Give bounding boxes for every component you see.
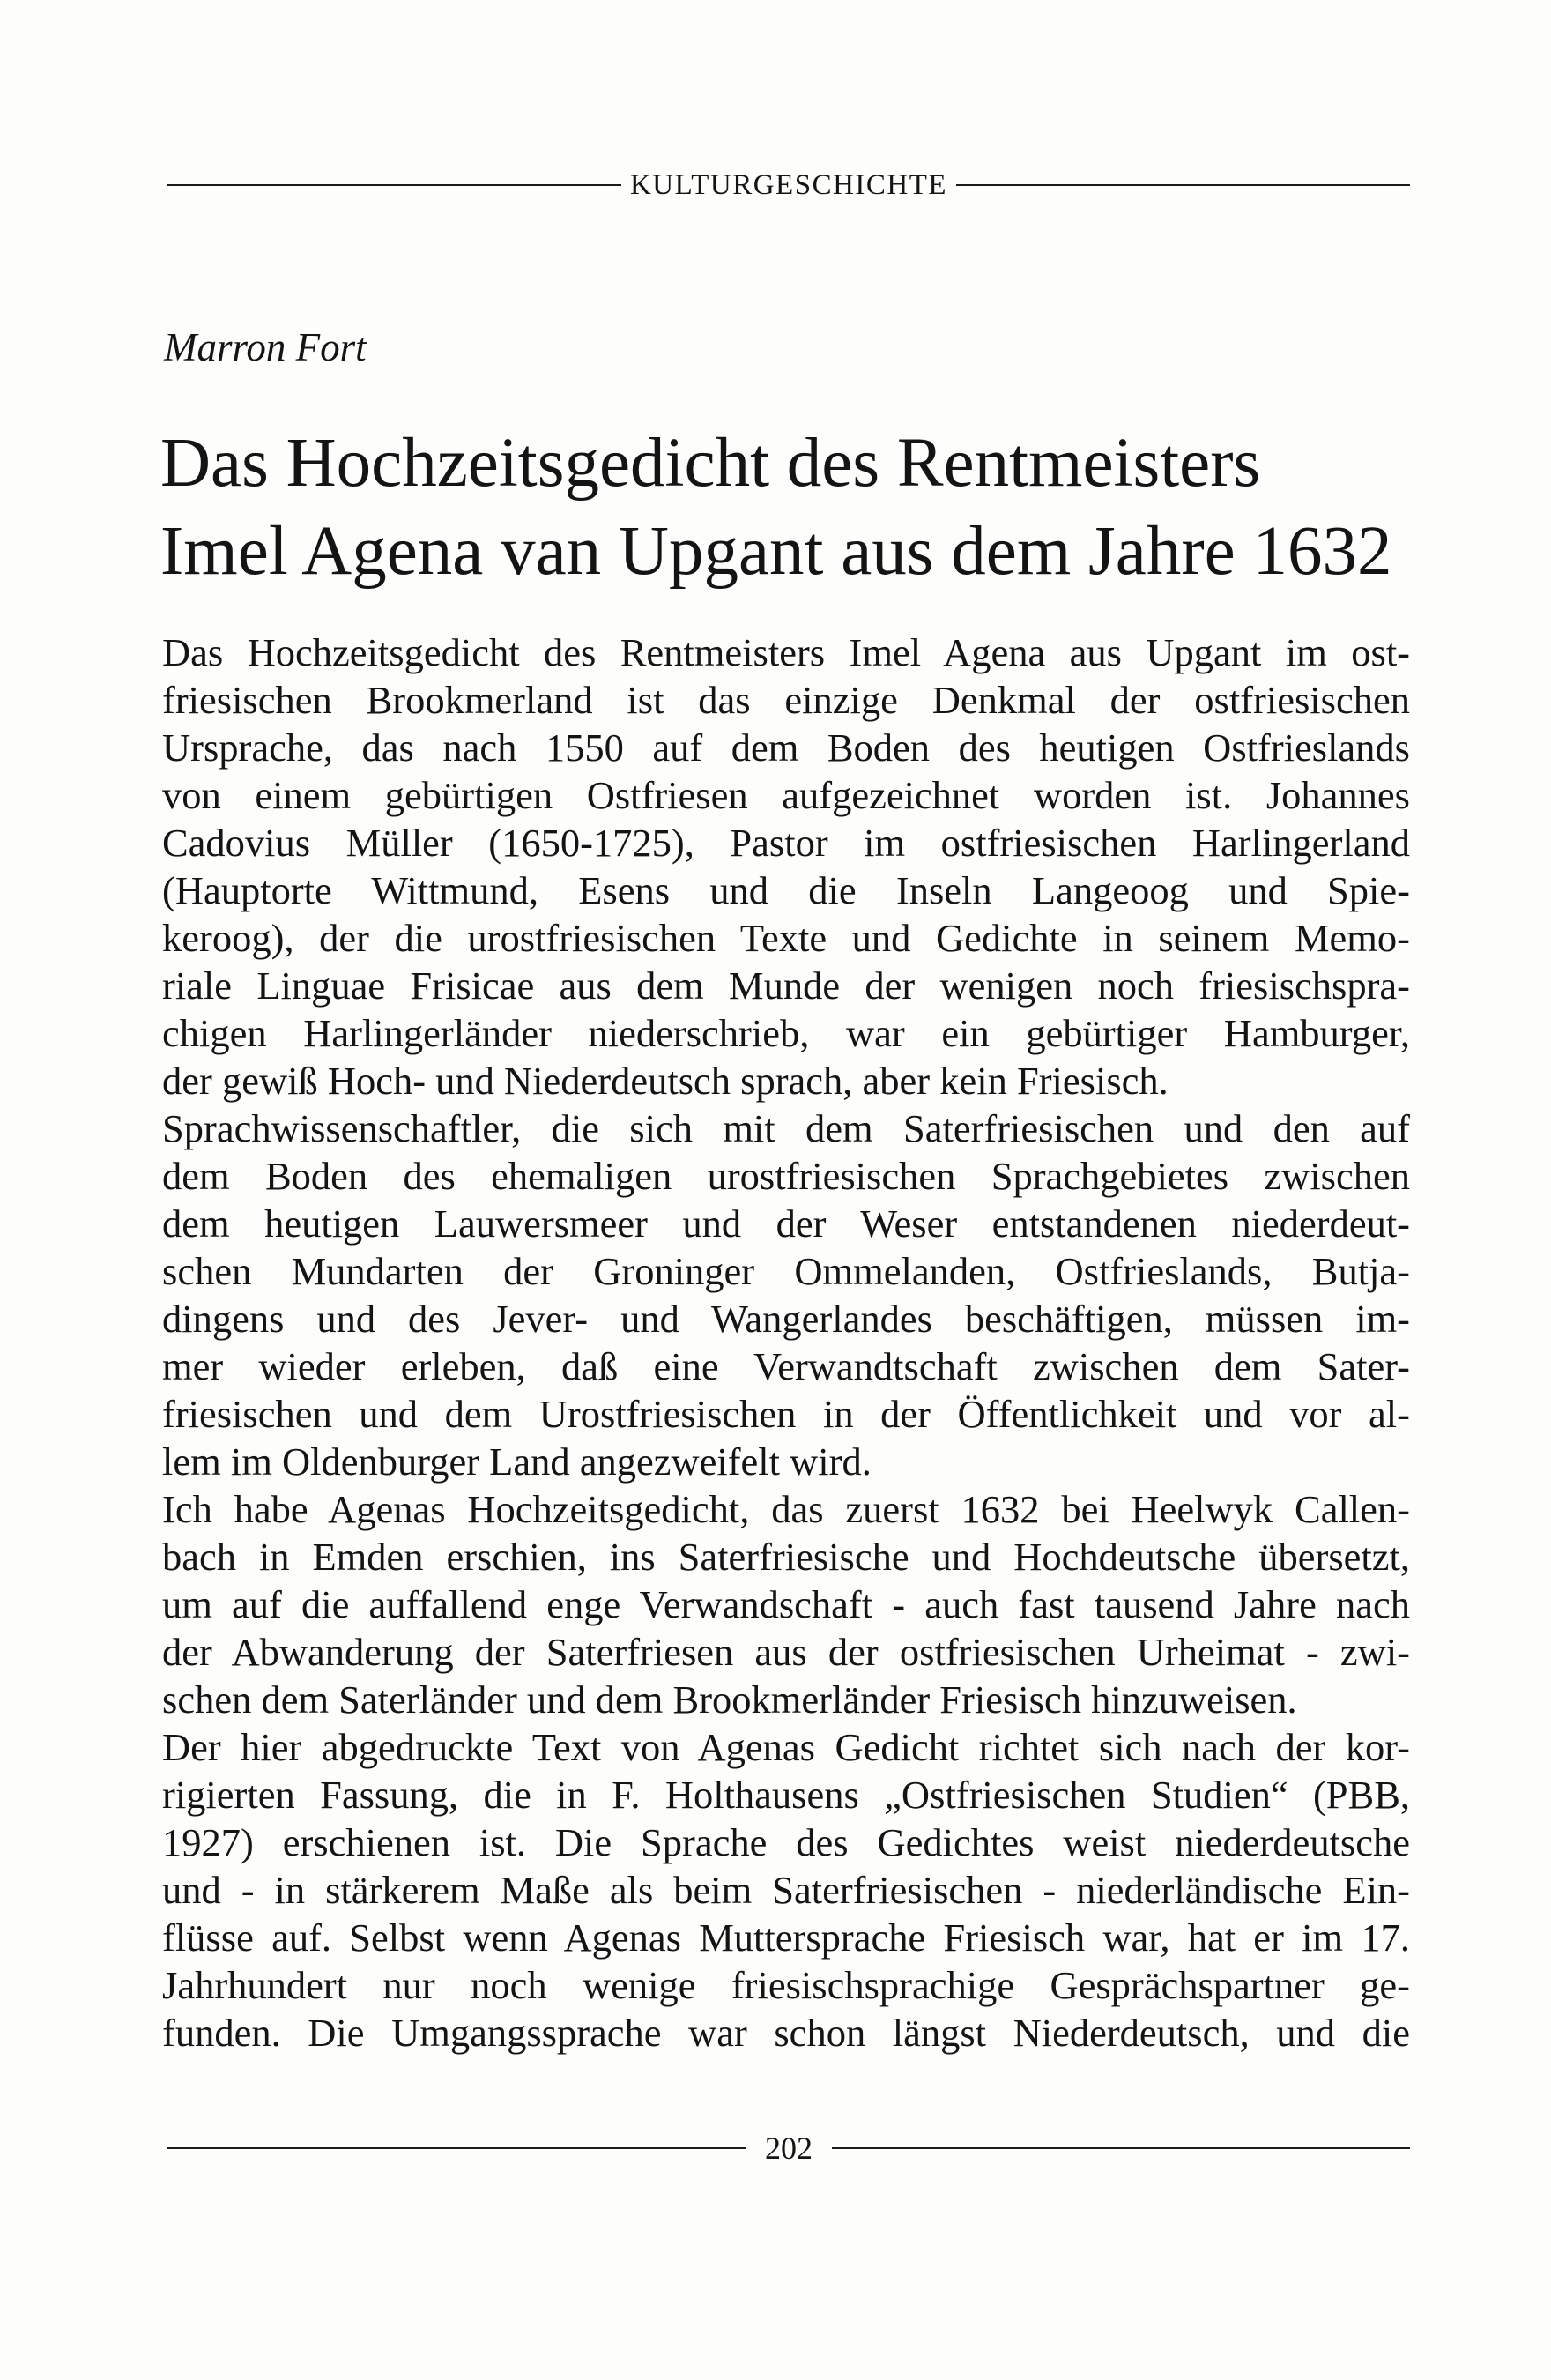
body-line: dem Boden des ehemaligen urostfriesischen Sprachgebietes zwischen (162, 1154, 1410, 1198)
body-line: Sprachwissenschaftler, die sich mit dem Saterfriesischen und den auf (162, 1106, 1410, 1150)
body-line: 1927) erschienen ist. Die Sprache des Gedichtes weist niederdeutsche (162, 1820, 1410, 1864)
body-line: um auf die auffallend enge Verwandschaft - auch fast tausend Jahre nach (162, 1582, 1410, 1626)
body-line: friesischen Brookmerland ist das einzige Denkmal der ostfriesischen (162, 678, 1410, 722)
body-line: friesischen und dem Urostfriesischen in der Öffentlichkeit und vor al- (162, 1392, 1410, 1436)
body-line: dingens und des Jever- und Wangerlandes beschäftigen, müssen im- (162, 1297, 1410, 1341)
header-rule-right (956, 184, 1410, 186)
running-header (167, 159, 1410, 212)
title-line: Das Hochzeitsgedicht des Rentmeisters (160, 425, 1261, 502)
article-author: Marron Fort (164, 325, 367, 369)
body-line: Ursprache, das nach 1550 auf dem Boden des heutigen Ostfrieslands (162, 725, 1410, 770)
footer-rule-left (167, 2147, 746, 2149)
body-line: schen dem Saterländer und dem Brookmerländer Friesisch hinzuweisen. (162, 1677, 1297, 1722)
footer-rule-right (832, 2147, 1410, 2149)
body-line: mer wieder erleben, daß eine Verwandtschaft zwischen dem Sater- (162, 1344, 1410, 1388)
body-line: (Hauptorte Wittmund, Esens und die Inseln Langeoog und Spie- (162, 868, 1410, 912)
header-rule-left (167, 184, 621, 186)
body-line: flüsse auf. Selbst wenn Agenas Muttersprache Friesisch war, hat er im 17. (162, 1915, 1410, 1960)
body-line: Das Hochzeitsgedicht des Rentmeisters Imel Agena aus Upgant im ost- (162, 630, 1410, 674)
page-footer (167, 2126, 1410, 2170)
body-line: von einem gebürtigen Ostfriesen aufgezeichnet worden ist. Johannes (162, 773, 1410, 817)
body-line: chigen Harlingerländer niederschrieb, war ein gebürtiger Hamburger, (162, 1011, 1410, 1055)
title-line: Imel Agena van Upgant aus dem Jahre 1632 (160, 513, 1392, 590)
body-line: funden. Die Umgangssprache war schon längst Niederdeutsch, und die (162, 2011, 1410, 2055)
body-line: bach in Emden erschien, ins Saterfriesische und Hochdeutsche übersetzt, (162, 1535, 1410, 1579)
body-line: Cadovius Müller (1650-1725), Pastor im ostfriesischen Harlingerland (162, 821, 1410, 865)
body-line: rigierten Fassung, die in F. Holthausens „Ostfriesischen Studien“ (PBB, (162, 1773, 1410, 1817)
body-line: Jahrhundert nur noch wenige friesischsprachige Gesprächspartner ge- (162, 1963, 1410, 2007)
body-line: Der hier abgedruckte Text von Agenas Gedicht richtet sich nach der kor- (162, 1725, 1410, 1769)
body-line: schen Mundarten der Groninger Ommelanden, Ostfrieslands, Butja- (162, 1249, 1410, 1293)
body-line: der Abwanderung der Saterfriesen aus der ostfriesischen Urheimat - zwi- (162, 1630, 1410, 1674)
body-line: dem heutigen Lauwersmeer und der Weser entstandenen niederdeut- (162, 1201, 1410, 1246)
body-line: Ich habe Agenas Hochzeitsgedicht, das zuerst 1632 bei Heelwyk Callen- (162, 1487, 1410, 1531)
body-line: keroog), der die urostfriesischen Texte und Gedichte in seinem Memo- (162, 916, 1410, 960)
section-label: KULTURGESCHICHTE (629, 168, 948, 201)
page-number: 202 (765, 2131, 813, 2166)
article-body (162, 628, 1410, 2056)
body-line: der gewiß Hoch- und Niederdeutsch sprach, aber kein Friesisch. (162, 1059, 1169, 1103)
body-line: riale Linguae Frisicae aus dem Munde der wenigen noch friesischspra- (162, 963, 1410, 1008)
body-line: und - in stärkerem Maße als beim Saterfriesischen - niederländische Ein- (162, 1868, 1410, 1912)
article-title (160, 420, 1412, 596)
body-line: lem im Oldenburger Land angezweifelt wird. (162, 1439, 872, 1484)
